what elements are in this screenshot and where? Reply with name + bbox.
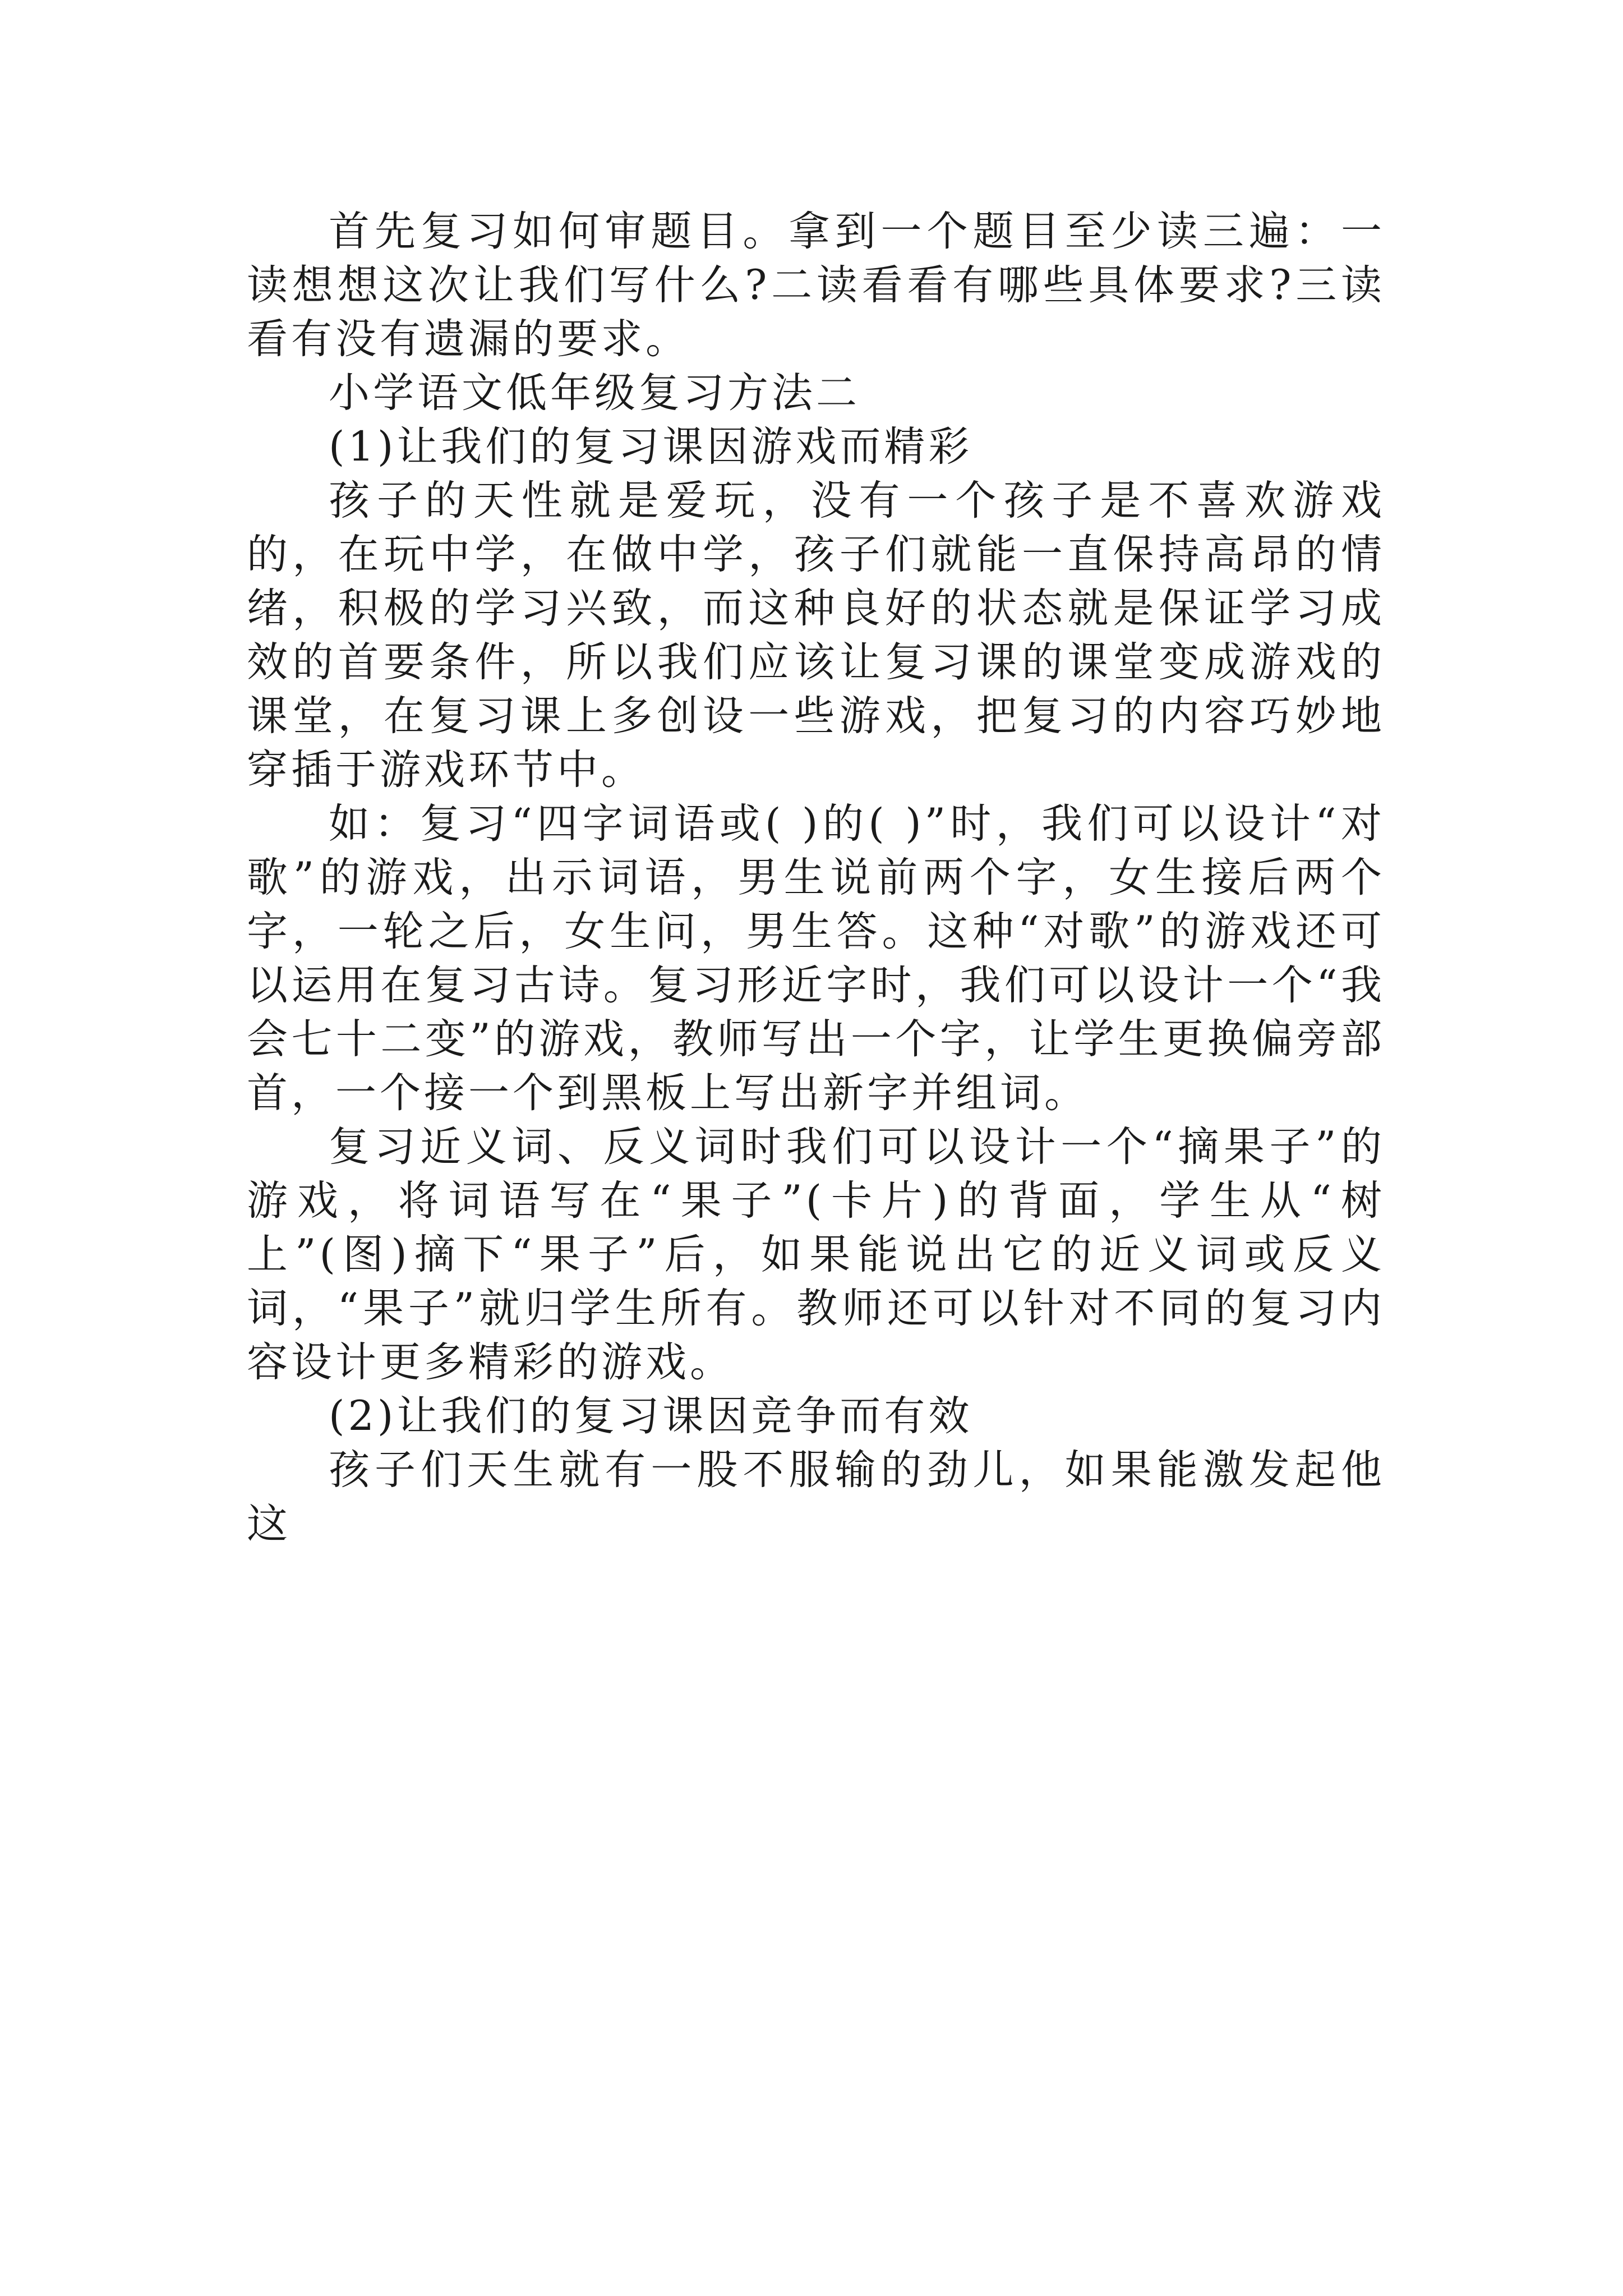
paragraph-pick-fruit: 复习近义词、反义词时我们可以设计一个“摘果子”的游戏，将词语写在“果子”(卡片)的背面，学生从“树上”(图)摘下“果子”后，如果能说出它的近义词或反义词，“果子”就归学生所有。教师还可以针对不同的复习内容设计更多精彩的游戏。: [247, 1123, 1385, 1386]
subheading-games: (1)让我们的复习课因游戏而精彩: [329, 423, 973, 471]
paragraph-example-duige: 如：复习“四字词语或( )的( )”时，我们可以设计“对歌”的游戏，出示词语，男生说前两个字，女生接后两个字，一轮之后，女生问，男生答。这种“对歌”的游戏还可以运用在复习古诗。复习形近字时，我们可以设计一个“我会七十二变”的游戏，教师写出一个字，让学生更换偏旁部首，一个接一个到黑板上写出新字并组词。: [247, 800, 1385, 1117]
section-heading-method-two: 小学语文低年级复习方法二: [329, 369, 860, 417]
paragraph-competitive-spirit: 孩子们天生就有一股不服输的劲儿，如果能激发起他这: [247, 1446, 1385, 1548]
paragraph-children-play: 孩子的天性就是爱玩，没有一个孩子是不喜欢游戏的，在玩中学，在做中学，孩子们就能一直保持高昂的情绪，积极的学习兴致，而这种良好的状态就是保证学习成效的首要条件，所以我们应该让复习课的课堂变成游戏的课堂，在复习课上多创设一些游戏，把复习的内容巧妙地穿插于游戏环节中。: [247, 477, 1385, 794]
paragraph-review-topic: 首先复习如何审题目。拿到一个题目至少读三遍：一读想想这次让我们写什么?二读看看有哪些具体要求?三读看有没有遗漏的要求。: [247, 208, 1385, 363]
subheading-competition: (2)让我们的复习课因竞争而有效: [329, 1392, 973, 1440]
document-body: [247, 205, 1385, 1551]
